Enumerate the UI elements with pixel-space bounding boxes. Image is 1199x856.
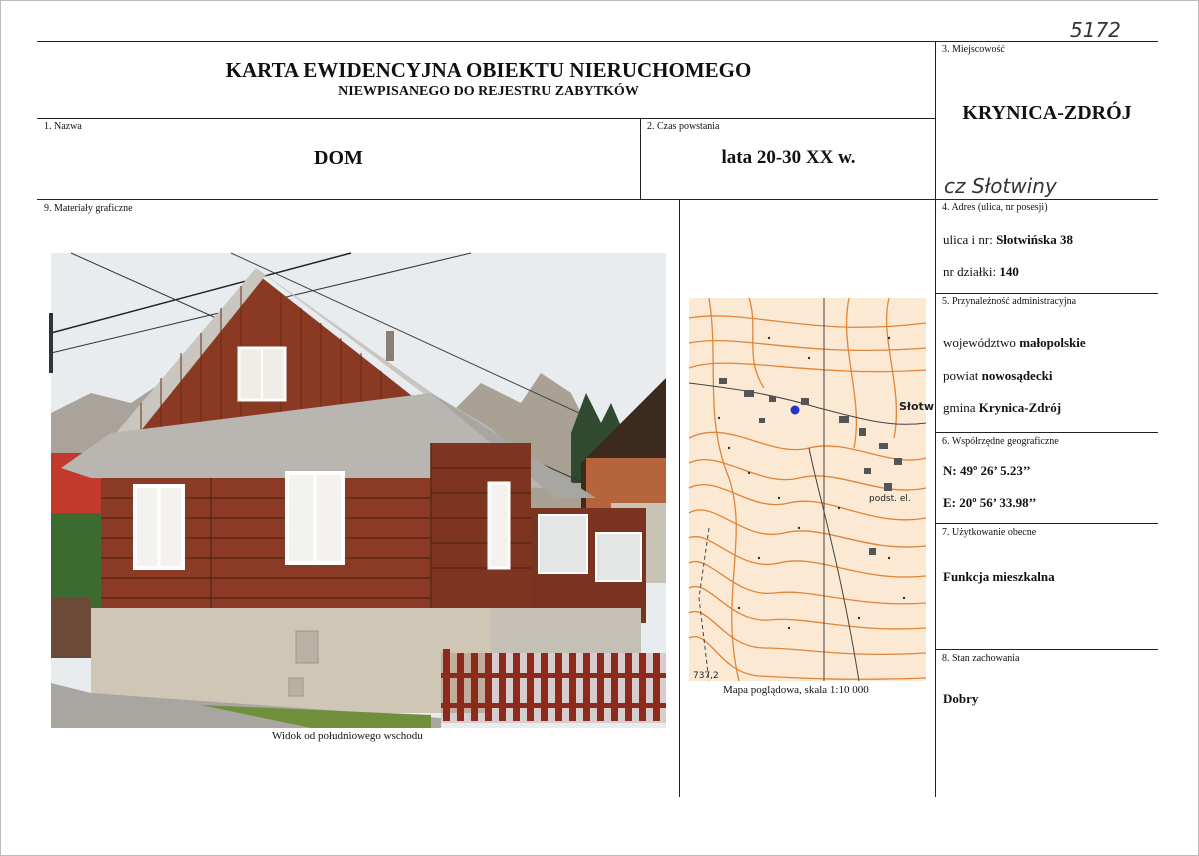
- address-plot-value: 140: [999, 264, 1019, 279]
- house-photo: [51, 253, 666, 728]
- location-map: [689, 298, 934, 681]
- rule-admin-bottom: [936, 432, 1158, 433]
- date-value: lata 20-30 XX w.: [721, 147, 856, 168]
- locality-handwritten-note: cz Słotwiny: [944, 174, 1057, 198]
- admin-label: 5. Przynależność administracyjna: [942, 296, 1077, 307]
- condition-label: 8. Stan zachowania: [942, 653, 1020, 664]
- coords-north-value: 49º 26’ 5.23’’: [959, 463, 1031, 478]
- admin-county-prefix: powiat: [943, 368, 979, 383]
- usage-value-text: Funkcja mieszkalna: [943, 569, 1055, 584]
- rule-usage-bottom: [936, 649, 1158, 650]
- name-label: 1. Nazwa: [44, 121, 82, 132]
- rule-address-bottom: [936, 293, 1158, 294]
- house-photo-drawing: [51, 253, 666, 728]
- document-title: KARTA EWIDENCYJNA OBIEKTU NIERUCHOMEGO: [225, 58, 752, 82]
- admin-voivodeship-prefix: województwo: [943, 335, 1016, 350]
- coords-east-prefix: E:: [943, 495, 956, 510]
- admin-county: [943, 368, 1052, 384]
- address-label: 4. Adres (ulica, nr posesji): [942, 202, 1048, 213]
- rule-header-bottom: [37, 118, 936, 119]
- admin-voivodeship-value: małopolskie: [1019, 335, 1086, 350]
- address-plot-prefix: nr działki:: [943, 264, 997, 279]
- catalog-number: 5172: [1070, 18, 1121, 42]
- condition-value: [943, 691, 978, 707]
- coords-north: [943, 463, 1031, 479]
- rule-name-bottom: [37, 199, 1158, 200]
- coords-label: 6. Współrzędne geograficzne: [942, 436, 1059, 447]
- admin-commune-value: Krynica-Zdrój: [978, 400, 1062, 415]
- admin-voivodeship: [943, 335, 1086, 351]
- condition-value-text: Dobry: [943, 691, 979, 706]
- location-marker-icon: [791, 406, 800, 415]
- map-label-elevation: podst. el.: [869, 494, 911, 504]
- photo-caption: Widok od południowego wschodu: [272, 730, 423, 742]
- map-label-town: Słotw: [899, 400, 934, 413]
- name-value: DOM: [314, 147, 363, 169]
- usage-label: 7. Użytkowanie obecne: [942, 527, 1037, 538]
- graphics-label: 9. Materiały graficzne: [44, 203, 133, 214]
- rule-map-left: [679, 199, 680, 797]
- rule-top: [37, 41, 1158, 42]
- locality-value: KRYNICA-ZDRÓJ: [962, 102, 1132, 124]
- address-street-value: Słotwińska 38: [996, 232, 1074, 247]
- admin-commune-prefix: gmina: [943, 400, 976, 415]
- date-label: 2. Czas powstania: [647, 121, 720, 132]
- document-subtitle: NIEWPISANEGO DO REJESTRU ZABYTKÓW: [338, 84, 639, 99]
- address-street-prefix: ulica i nr:: [943, 232, 993, 247]
- admin-commune: [943, 400, 1061, 416]
- locality-label: 3. Miejscowość: [942, 44, 1005, 55]
- map-caption: Mapa poglądowa, skala 1:10 000: [723, 684, 869, 696]
- rule-coords-bottom: [936, 523, 1158, 524]
- map-label-height: 737,2: [693, 671, 719, 681]
- location-map-drawing: [689, 298, 934, 681]
- admin-county-value: nowosądecki: [981, 368, 1053, 383]
- coords-east-value: 20º 56’ 33.98’’: [959, 495, 1037, 510]
- address-street: [943, 232, 1073, 248]
- coords-east: [943, 495, 1036, 511]
- address-plot: [943, 264, 1019, 280]
- coords-north-prefix: N:: [943, 463, 957, 478]
- usage-value: [943, 569, 1055, 585]
